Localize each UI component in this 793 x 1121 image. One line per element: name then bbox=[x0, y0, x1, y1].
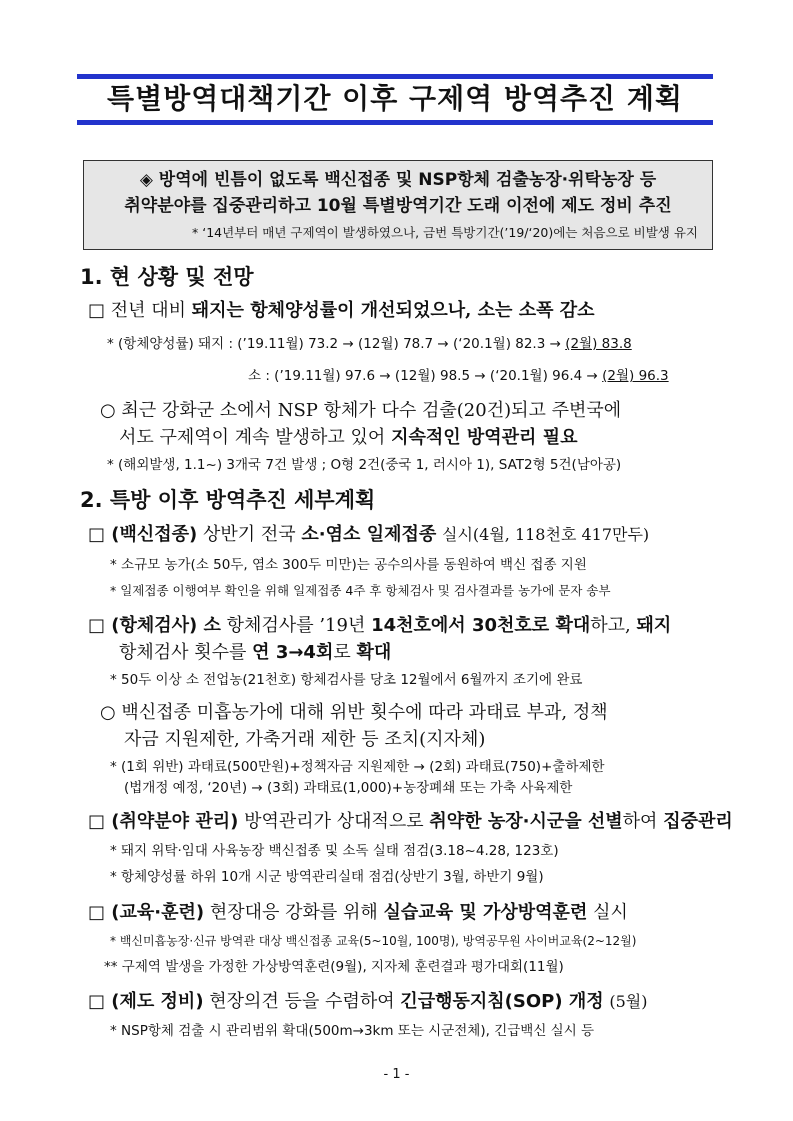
item-text: 상반기 전국 bbox=[203, 524, 296, 545]
item-text: 로 bbox=[333, 642, 351, 663]
vulnerable-note-1: * 돼지 위탁·임대 사육농장 백신접종 및 소독 실태 점검(3.18~4.28, 123호) bbox=[110, 843, 559, 859]
antibody-label: □ (항체검사) 소 bbox=[88, 615, 221, 636]
item-emphasis: 실습교육 및 가상방역훈련 bbox=[383, 902, 588, 923]
vaccine-label: □ (백신접종) bbox=[88, 524, 198, 545]
system-note: * NSP항체 검출 시 관리범위 확대(500m→3km 또는 시군전체), 긴급백신 실시 등 bbox=[110, 1023, 595, 1039]
page-title: 특별방역대책기간 이후 구제역 방역추진 계획 bbox=[107, 82, 683, 115]
vaccine-note-2: * 일제접종 이행여부 확인을 위해 일제접종 4주 후 항체검사 및 검사결과를 농가에 문자 송부 bbox=[110, 583, 611, 598]
item-text: 방역관리가 상대적으로 bbox=[244, 811, 424, 832]
antibody-sub-note-2: (법개정 예정, ‘20년) → (3회) 과태료(1,000)+농장폐쇄 또는 가축 사육제한 bbox=[124, 780, 573, 796]
training-note-2: ** 구제역 발생을 가정한 가상방역훈련(9월), 지자체 훈련결과 평가대회(11월) bbox=[104, 959, 564, 975]
item-text: 항체검사를 ’19년 bbox=[226, 615, 366, 636]
rate-cow-line bbox=[248, 365, 669, 387]
item-text: 현장대응 강화를 위해 bbox=[209, 902, 378, 923]
item-text: 전년 대비 bbox=[110, 300, 187, 321]
training-item bbox=[88, 899, 628, 927]
item-text: 실시 bbox=[593, 902, 628, 923]
rate-pig-latest: (2월) 83.8 bbox=[565, 336, 632, 352]
antibody-item-line-2 bbox=[119, 639, 391, 667]
section-1-item-2-line-2 bbox=[119, 424, 577, 452]
item-emphasis: 연 3→4회 bbox=[252, 642, 334, 663]
section-1-item-2-line-1: ○ 최근 강화군 소에서 NSP 항체가 다수 검출(20건)되고 주변국에 bbox=[100, 400, 622, 421]
summary-note: * ‘14년부터 매년 구제역이 발생하였으나, 금번 특방기간(’19/‘20)에는 처음으로 비발생 유지 bbox=[192, 225, 698, 240]
summary-box bbox=[83, 160, 713, 250]
antibody-sub-line-1: ○ 백신접종 미흡농가에 대해 위반 횟수에 따라 과태료 부과, 정책 bbox=[100, 702, 608, 723]
antibody-sub-note-1: * (1회 위반) 과태료(500만원)+정책자금 지원제한 → (2회) 과태료(750)+출하제한 bbox=[110, 759, 605, 775]
item-emphasis: 돼지는 항체양성률이 개선되었으나, 소는 소폭 감소 bbox=[191, 300, 595, 321]
title-rule-bottom bbox=[77, 120, 713, 125]
item-text: 하고, bbox=[590, 615, 631, 636]
section-1-note: * (해외발생, 1.1~) 3개국 7건 발생 ; O형 2건(중국 1, 러시아 1), SAT2형 5건(남아공) bbox=[107, 457, 622, 473]
rate-pig-text: * (항체양성률) 돼지 : (’19.11월) 73.2 → (12월) 78.7 → (‘20.1월) 82.3 → bbox=[107, 336, 561, 352]
item-emphasis: 지속적인 방역관리 필요 bbox=[391, 427, 578, 448]
training-note-1: * 백신미흡농장·신규 방역관 대상 백신접종 교육(5~10월, 100명), 방역공무원 사이버교육(2~12월) bbox=[110, 934, 637, 948]
item-emphasis: 14천호에서 30천호로 확대 bbox=[371, 615, 591, 636]
page-number: - 1 - bbox=[383, 1067, 410, 1082]
vulnerable-item bbox=[88, 808, 733, 836]
vulnerable-label: □ (취약분야 관리) bbox=[88, 811, 239, 832]
system-item bbox=[88, 988, 647, 1016]
section-1-heading: 1. 현 상황 및 전망 bbox=[80, 265, 254, 289]
item-text: 서도 구제역이 계속 발생하고 있어 bbox=[119, 427, 386, 448]
item-emphasis: 집중관리 bbox=[663, 811, 733, 832]
system-label: □ (제도 정비) bbox=[88, 991, 204, 1012]
antibody-item-line-1 bbox=[88, 612, 671, 640]
item-emphasis: 돼지 bbox=[636, 615, 672, 636]
vulnerable-note-2: * 항체양성률 하위 10개 시군 방역관리실태 점검(상반기 3월, 하반기 9월) bbox=[110, 869, 544, 885]
item-emphasis: 취약한 농장·시군을 선별 bbox=[429, 811, 623, 832]
item-text: (5월) bbox=[609, 992, 648, 1011]
square-bullet: □ bbox=[88, 300, 106, 321]
item-emphasis: 확대 bbox=[356, 642, 392, 663]
section-1-item-1 bbox=[88, 297, 595, 325]
training-label: □ (교육·훈련) bbox=[88, 902, 205, 923]
item-text: 현장의견 등을 수렴하여 bbox=[209, 991, 395, 1012]
item-text: 실시(4월, 118천호 417만두) bbox=[441, 525, 650, 544]
summary-line-2: 취약분야를 집중관리하고 10월 특별방역기간 도래 이전에 제도 정비 추진 bbox=[124, 196, 672, 216]
section-2-heading: 2. 특방 이후 방역추진 세부계획 bbox=[80, 488, 376, 512]
title-rule-top bbox=[77, 74, 713, 79]
item-emphasis: 소·염소 일제접종 bbox=[301, 524, 437, 545]
rate-cow-latest: (2월) 96.3 bbox=[602, 368, 669, 384]
rate-pig-line bbox=[107, 333, 632, 355]
antibody-note: * 50두 이상 소 전업농(21천호) 항체검사를 당초 12월에서 6월까지 조기에 완료 bbox=[110, 672, 583, 688]
item-text: 항체검사 횟수를 bbox=[119, 642, 247, 663]
item-emphasis: 긴급행동지침(SOP) 개정 bbox=[400, 991, 604, 1012]
vaccine-note-1: * 소규모 농가(소 50두, 염소 300두 미만)는 공수의사를 동원하여 백신 접종 지원 bbox=[110, 557, 587, 573]
vaccine-item bbox=[88, 521, 649, 549]
summary-line-1: ◈ 방역에 빈틈이 없도록 백신접종 및 NSP항체 검출농장·위탁농장 등 bbox=[139, 170, 657, 190]
item-text: 하여 bbox=[622, 811, 658, 832]
antibody-sub-line-2: 자금 지원제한, 가축거래 제한 등 조치(지자체) bbox=[124, 729, 486, 750]
rate-cow-text: 소 : (’19.11월) 97.6 → (12월) 98.5 → (‘20.1월) 96.4 → bbox=[248, 368, 598, 384]
